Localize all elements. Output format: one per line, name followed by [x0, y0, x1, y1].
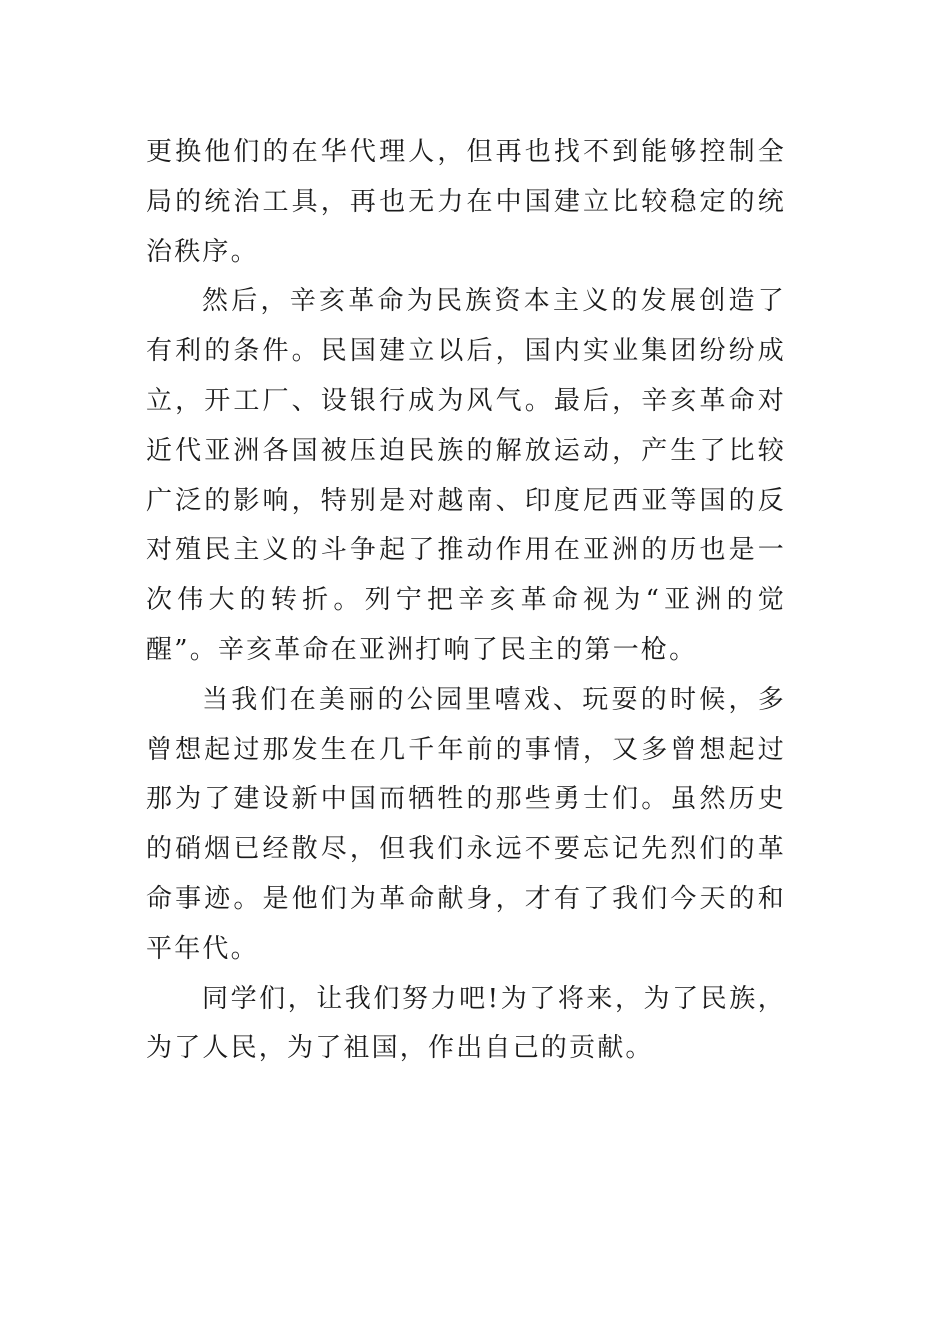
document-body: [146, 128, 786, 1074]
paragraph-continuation: 更换他们的在华代理人，但再也找不到能够控制全局的统治工具，再也无力在中国建立比较稳定的统治秩序。: [146, 137, 786, 267]
paragraph-closing: 同学们，让我们努力吧!为了将来，为了民族，为了人民，为了祖国，作出自己的贡献。: [146, 983, 786, 1064]
paragraph-remembrance: 当我们在美丽的公园里嘻戏、玩耍的时候，多曾想起过那发生在几千年前的事情，又多曾想起过那为了建设新中国而牺牲的那些勇士们。虽然历史的硝烟已经散尽，但我们永远不要忘记先烈们的革命事迹。是他们为革命献身，才有了我们今天的和平年代。: [146, 684, 786, 964]
paragraph-revolution-impact: 然后，辛亥革命为民族资本主义的发展创造了有利的条件。民国建立以后，国内实业集团纷纷成立，开工厂、设银行成为风气。最后，辛亥革命对近代亚洲各国被压迫民族的解放运动，产生了比较广泛的影响，特别是对越南、印度尼西亚等国的反对殖民主义的斗争起了推动作用在亚洲的历也是一次伟大的转折。列宁把辛亥革命视为“亚洲的觉醒”。辛亥革命在亚洲打响了民主的第一枪。: [146, 286, 786, 665]
